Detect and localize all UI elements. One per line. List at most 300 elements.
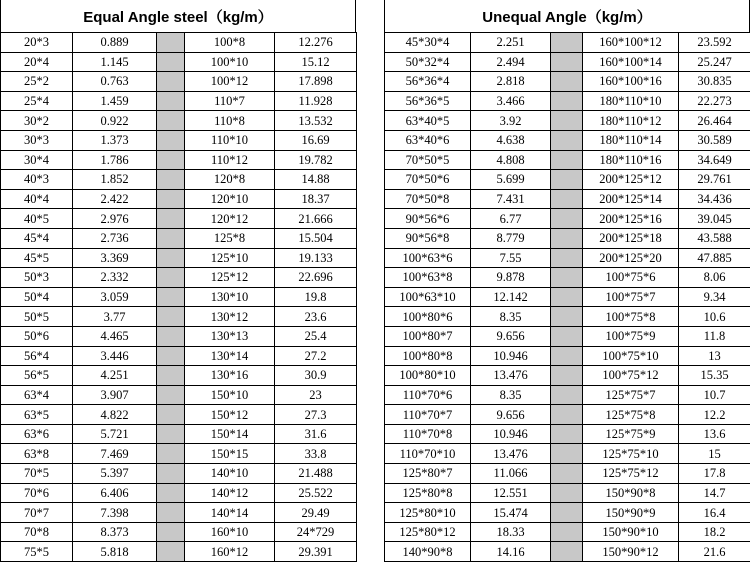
spacer-cell (157, 111, 185, 131)
size-cell: 160*12 (185, 542, 275, 562)
size-cell: 200*125*12 (583, 170, 679, 190)
weight-cell: 6.77 (471, 209, 551, 229)
size-cell: 100*75*12 (583, 366, 679, 386)
weight-cell: 9.656 (471, 326, 551, 346)
weight-cell: 10.946 (471, 346, 551, 366)
weight-cell: 7.398 (73, 503, 157, 523)
size-cell: 70*50*5 (385, 150, 471, 170)
spacer-cell (157, 268, 185, 288)
spacer-cell (551, 326, 583, 346)
size-cell: 110*8 (185, 111, 275, 131)
size-cell: 100*80*8 (385, 346, 471, 366)
equal-angle-table (0, 32, 357, 562)
size-cell: 125*80*7 (385, 464, 471, 484)
weight-cell: 17.898 (275, 72, 357, 92)
size-cell: 160*100*16 (583, 72, 679, 92)
size-cell: 45*5 (1, 248, 73, 268)
weight-cell: 4.638 (471, 130, 551, 150)
size-cell: 40*5 (1, 209, 73, 229)
size-cell: 110*70*10 (385, 444, 471, 464)
size-cell: 100*80*6 (385, 307, 471, 327)
spacer-cell (157, 170, 185, 190)
weight-cell: 19.8 (275, 287, 357, 307)
spacer-cell (551, 444, 583, 464)
weight-cell: 5.699 (471, 170, 551, 190)
weight-cell: 9.878 (471, 268, 551, 288)
table-row (1, 111, 357, 131)
weight-cell: 11.066 (471, 464, 551, 484)
size-cell: 150*10 (185, 385, 275, 405)
size-cell: 56*4 (1, 346, 73, 366)
table-row (1, 307, 357, 327)
spacer-cell (157, 248, 185, 268)
size-cell: 70*50*8 (385, 189, 471, 209)
weight-cell: 8.779 (471, 228, 551, 248)
spacer-cell (551, 209, 583, 229)
weight-cell: 10.7 (679, 385, 750, 405)
weight-cell: 10.6 (679, 307, 750, 327)
weight-cell: 34.436 (679, 189, 750, 209)
spacer-cell (157, 405, 185, 425)
weight-cell: 15.35 (679, 366, 750, 386)
table-row (1, 130, 357, 150)
weight-cell: 27.3 (275, 405, 357, 425)
table-row (1, 150, 357, 170)
size-cell: 160*10 (185, 522, 275, 542)
size-cell: 56*5 (1, 366, 73, 386)
weight-cell: 7.55 (471, 248, 551, 268)
weight-cell: 11.8 (679, 326, 750, 346)
table-row (385, 346, 750, 366)
size-cell: 125*80*12 (385, 522, 471, 542)
weight-cell: 25.4 (275, 326, 357, 346)
table-row (1, 170, 357, 190)
size-cell: 70*6 (1, 483, 73, 503)
weight-cell: 23.6 (275, 307, 357, 327)
table-row (385, 444, 750, 464)
weight-cell: 9.656 (471, 405, 551, 425)
weight-cell: 0.763 (73, 72, 157, 92)
size-cell: 110*70*6 (385, 385, 471, 405)
table-row (1, 228, 357, 248)
size-cell: 56*36*5 (385, 91, 471, 111)
spacer-cell (157, 444, 185, 464)
weight-cell: 5.818 (73, 542, 157, 562)
size-cell: 130*16 (185, 366, 275, 386)
table-row (1, 405, 357, 425)
weight-cell: 14.16 (471, 542, 551, 562)
spacer-cell (551, 268, 583, 288)
spacer-cell (551, 33, 583, 53)
size-cell: 150*90*12 (583, 542, 679, 562)
size-cell: 140*12 (185, 483, 275, 503)
size-cell: 125*75*10 (583, 444, 679, 464)
table-row (385, 287, 750, 307)
spacer-cell (551, 170, 583, 190)
spacer-cell (551, 189, 583, 209)
weight-cell: 13 (679, 346, 750, 366)
size-cell: 100*80*10 (385, 366, 471, 386)
size-cell: 110*70*7 (385, 405, 471, 425)
weight-cell: 2.976 (73, 209, 157, 229)
table-row (1, 52, 357, 72)
table-row (385, 72, 750, 92)
size-cell: 130*10 (185, 287, 275, 307)
size-cell: 150*15 (185, 444, 275, 464)
weight-cell: 3.77 (73, 307, 157, 327)
weight-cell: 15 (679, 444, 750, 464)
table-row (385, 228, 750, 248)
table-row (1, 385, 357, 405)
spacer-cell (551, 248, 583, 268)
size-cell: 50*6 (1, 326, 73, 346)
weight-cell: 23.592 (679, 33, 750, 53)
spacer-cell (157, 464, 185, 484)
table-row (1, 209, 357, 229)
size-cell: 45*4 (1, 228, 73, 248)
weight-cell: 3.369 (73, 248, 157, 268)
size-cell: 63*5 (1, 405, 73, 425)
weight-cell: 13.476 (471, 366, 551, 386)
spacer-cell (551, 150, 583, 170)
size-cell: 125*8 (185, 228, 275, 248)
size-cell: 63*4 (1, 385, 73, 405)
weight-cell: 4.822 (73, 405, 157, 425)
table-row (385, 307, 750, 327)
size-cell: 100*75*7 (583, 287, 679, 307)
table-row (1, 91, 357, 111)
weight-cell: 2.422 (73, 189, 157, 209)
weight-cell: 25.247 (679, 52, 750, 72)
weight-cell: 12.2 (679, 405, 750, 425)
weight-cell: 15.12 (275, 52, 357, 72)
size-cell: 25*2 (1, 72, 73, 92)
size-cell: 125*80*10 (385, 503, 471, 523)
weight-cell: 29.391 (275, 542, 357, 562)
weight-cell: 24*729 (275, 522, 357, 542)
weight-cell: 3.92 (471, 111, 551, 131)
weight-cell: 15.474 (471, 503, 551, 523)
table-row (385, 385, 750, 405)
spacer-cell (551, 542, 583, 562)
size-cell: 63*40*5 (385, 111, 471, 131)
size-cell: 70*5 (1, 464, 73, 484)
size-cell: 120*12 (185, 209, 275, 229)
size-cell: 180*110*16 (583, 150, 679, 170)
size-cell: 70*8 (1, 522, 73, 542)
size-cell: 20*3 (1, 33, 73, 53)
weight-cell: 21.6 (679, 542, 750, 562)
size-cell: 45*30*4 (385, 33, 471, 53)
spacer-cell (551, 287, 583, 307)
weight-cell: 12.276 (275, 33, 357, 53)
size-cell: 63*8 (1, 444, 73, 464)
size-cell: 110*10 (185, 130, 275, 150)
size-cell: 180*110*10 (583, 91, 679, 111)
table-row (385, 189, 750, 209)
spacer-cell (551, 483, 583, 503)
weight-cell: 3.466 (471, 91, 551, 111)
spacer-cell (551, 385, 583, 405)
spacer-cell (157, 346, 185, 366)
spacer-cell (157, 503, 185, 523)
size-cell: 125*75*7 (583, 385, 679, 405)
equal-angle-section (0, 0, 356, 562)
table-row (385, 111, 750, 131)
table-row (385, 33, 750, 53)
table-row (1, 326, 357, 346)
weight-cell: 13.476 (471, 444, 551, 464)
spacer-cell (551, 228, 583, 248)
weight-cell: 5.721 (73, 424, 157, 444)
weight-cell: 0.922 (73, 111, 157, 131)
size-cell: 40*3 (1, 170, 73, 190)
spacer-cell (551, 52, 583, 72)
table-row (385, 130, 750, 150)
spacer-cell (157, 228, 185, 248)
size-cell: 200*125*14 (583, 189, 679, 209)
weight-cell: 1.145 (73, 52, 157, 72)
size-cell: 200*125*20 (583, 248, 679, 268)
weight-cell: 3.446 (73, 346, 157, 366)
spacer-cell (157, 150, 185, 170)
table-row (1, 346, 357, 366)
table-row (1, 248, 357, 268)
table-row (385, 424, 750, 444)
weight-cell: 9.34 (679, 287, 750, 307)
spacer-cell (157, 91, 185, 111)
size-cell: 150*12 (185, 405, 275, 425)
size-cell: 140*14 (185, 503, 275, 523)
size-cell: 140*10 (185, 464, 275, 484)
weight-cell: 6.406 (73, 483, 157, 503)
table-row (385, 209, 750, 229)
table-row (385, 326, 750, 346)
size-cell: 140*90*8 (385, 542, 471, 562)
weight-cell: 3.059 (73, 287, 157, 307)
weight-cell: 0.889 (73, 33, 157, 53)
spacer-cell (551, 91, 583, 111)
size-cell: 75*5 (1, 542, 73, 562)
size-cell: 30*2 (1, 111, 73, 131)
size-cell: 25*4 (1, 91, 73, 111)
size-cell: 125*80*8 (385, 483, 471, 503)
size-cell: 63*6 (1, 424, 73, 444)
spacer-cell (157, 287, 185, 307)
table-row (385, 483, 750, 503)
spacer-cell (157, 483, 185, 503)
spacer-cell (157, 424, 185, 444)
size-cell: 125*75*9 (583, 424, 679, 444)
spacer-cell (551, 130, 583, 150)
spacer-cell (157, 307, 185, 327)
size-cell: 130*12 (185, 307, 275, 327)
weight-cell: 12.142 (471, 287, 551, 307)
equal-angle-title: Equal Angle steel（kg/m） (0, 0, 356, 32)
weight-cell: 30.589 (679, 130, 750, 150)
size-cell: 125*75*12 (583, 464, 679, 484)
weight-cell: 2.251 (471, 33, 551, 53)
weight-cell: 43.588 (679, 228, 750, 248)
table-row (1, 189, 357, 209)
weight-cell: 26.464 (679, 111, 750, 131)
size-cell: 30*4 (1, 150, 73, 170)
spacer-cell (157, 52, 185, 72)
weight-cell: 14.7 (679, 483, 750, 503)
table-row (385, 542, 750, 562)
weight-cell: 29.49 (275, 503, 357, 523)
weight-cell: 33.8 (275, 444, 357, 464)
weight-cell: 2.736 (73, 228, 157, 248)
weight-cell: 5.397 (73, 464, 157, 484)
table-row (385, 464, 750, 484)
size-cell: 120*8 (185, 170, 275, 190)
spacer-cell (551, 346, 583, 366)
size-cell: 100*63*6 (385, 248, 471, 268)
size-cell: 125*12 (185, 268, 275, 288)
spacer-cell (157, 72, 185, 92)
weight-cell: 30.835 (679, 72, 750, 92)
weight-cell: 25.522 (275, 483, 357, 503)
spacer-cell (157, 130, 185, 150)
weight-cell: 10.946 (471, 424, 551, 444)
size-cell: 50*3 (1, 268, 73, 288)
spacer-cell (157, 542, 185, 562)
table-row (1, 483, 357, 503)
size-cell: 110*7 (185, 91, 275, 111)
table-row (1, 444, 357, 464)
table-row (385, 91, 750, 111)
weight-cell: 19.782 (275, 150, 357, 170)
spacer-cell (551, 405, 583, 425)
size-cell: 200*125*16 (583, 209, 679, 229)
weight-cell: 8.06 (679, 268, 750, 288)
table-row (385, 522, 750, 542)
weight-cell: 7.469 (73, 444, 157, 464)
weight-cell: 1.786 (73, 150, 157, 170)
size-cell: 100*75*8 (583, 307, 679, 327)
size-cell: 100*10 (185, 52, 275, 72)
weight-cell: 1.459 (73, 91, 157, 111)
table-row (385, 248, 750, 268)
size-cell: 180*110*12 (583, 111, 679, 131)
table-row (1, 424, 357, 444)
weight-cell: 34.649 (679, 150, 750, 170)
table-row (1, 464, 357, 484)
size-cell: 100*63*8 (385, 268, 471, 288)
weight-cell: 19.133 (275, 248, 357, 268)
spacer-cell (157, 33, 185, 53)
spacer-cell (551, 366, 583, 386)
spacer-cell (157, 366, 185, 386)
size-cell: 100*80*7 (385, 326, 471, 346)
table-row (385, 405, 750, 425)
spacer-cell (551, 424, 583, 444)
table-row (1, 268, 357, 288)
spacer-cell (157, 522, 185, 542)
size-cell: 120*10 (185, 189, 275, 209)
weight-cell: 1.852 (73, 170, 157, 190)
size-cell: 100*63*10 (385, 287, 471, 307)
weight-cell: 11.928 (275, 91, 357, 111)
table-row (385, 503, 750, 523)
table-row (385, 366, 750, 386)
size-cell: 40*4 (1, 189, 73, 209)
size-cell: 180*110*14 (583, 130, 679, 150)
weight-cell: 15.504 (275, 228, 357, 248)
weight-cell: 27.2 (275, 346, 357, 366)
size-cell: 20*4 (1, 52, 73, 72)
weight-cell: 3.907 (73, 385, 157, 405)
weight-cell: 8.35 (471, 385, 551, 405)
size-cell: 70*50*6 (385, 170, 471, 190)
size-cell: 130*13 (185, 326, 275, 346)
weight-cell: 8.35 (471, 307, 551, 327)
weight-cell: 21.666 (275, 209, 357, 229)
size-cell: 125*10 (185, 248, 275, 268)
weight-cell: 2.494 (471, 52, 551, 72)
size-cell: 160*100*14 (583, 52, 679, 72)
spacer-cell (551, 503, 583, 523)
table-row (1, 542, 357, 562)
table-row (1, 287, 357, 307)
size-cell: 100*75*9 (583, 326, 679, 346)
size-cell: 100*12 (185, 72, 275, 92)
size-cell: 110*12 (185, 150, 275, 170)
size-cell: 160*100*12 (583, 33, 679, 53)
weight-cell: 30.9 (275, 366, 357, 386)
spacer-cell (551, 464, 583, 484)
size-cell: 200*125*18 (583, 228, 679, 248)
table-row (385, 52, 750, 72)
weight-cell: 18.2 (679, 522, 750, 542)
table-row (1, 33, 357, 53)
weight-cell: 16.4 (679, 503, 750, 523)
table-row (1, 503, 357, 523)
weight-cell: 22.273 (679, 91, 750, 111)
size-cell: 70*7 (1, 503, 73, 523)
weight-cell: 2.818 (471, 72, 551, 92)
weight-cell: 21.488 (275, 464, 357, 484)
weight-cell: 4.808 (471, 150, 551, 170)
weight-cell: 16.69 (275, 130, 357, 150)
spacer-cell (157, 385, 185, 405)
size-cell: 110*70*8 (385, 424, 471, 444)
spacer-cell (551, 307, 583, 327)
weight-cell: 18.33 (471, 522, 551, 542)
spacer-cell (551, 72, 583, 92)
weight-cell: 22.696 (275, 268, 357, 288)
weight-cell: 8.373 (73, 522, 157, 542)
weight-cell: 47.885 (679, 248, 750, 268)
spacer-cell (157, 209, 185, 229)
weight-cell: 18.37 (275, 189, 357, 209)
table-row (1, 72, 357, 92)
size-cell: 90*56*6 (385, 209, 471, 229)
weight-cell: 2.332 (73, 268, 157, 288)
size-cell: 125*75*8 (583, 405, 679, 425)
size-cell: 50*5 (1, 307, 73, 327)
weight-cell: 4.465 (73, 326, 157, 346)
size-cell: 63*40*6 (385, 130, 471, 150)
weight-cell: 14.88 (275, 170, 357, 190)
table-row (385, 170, 750, 190)
unequal-angle-section (384, 0, 750, 562)
spacer-cell (157, 189, 185, 209)
size-cell: 130*14 (185, 346, 275, 366)
size-cell: 150*90*9 (583, 503, 679, 523)
weight-cell: 7.431 (471, 189, 551, 209)
